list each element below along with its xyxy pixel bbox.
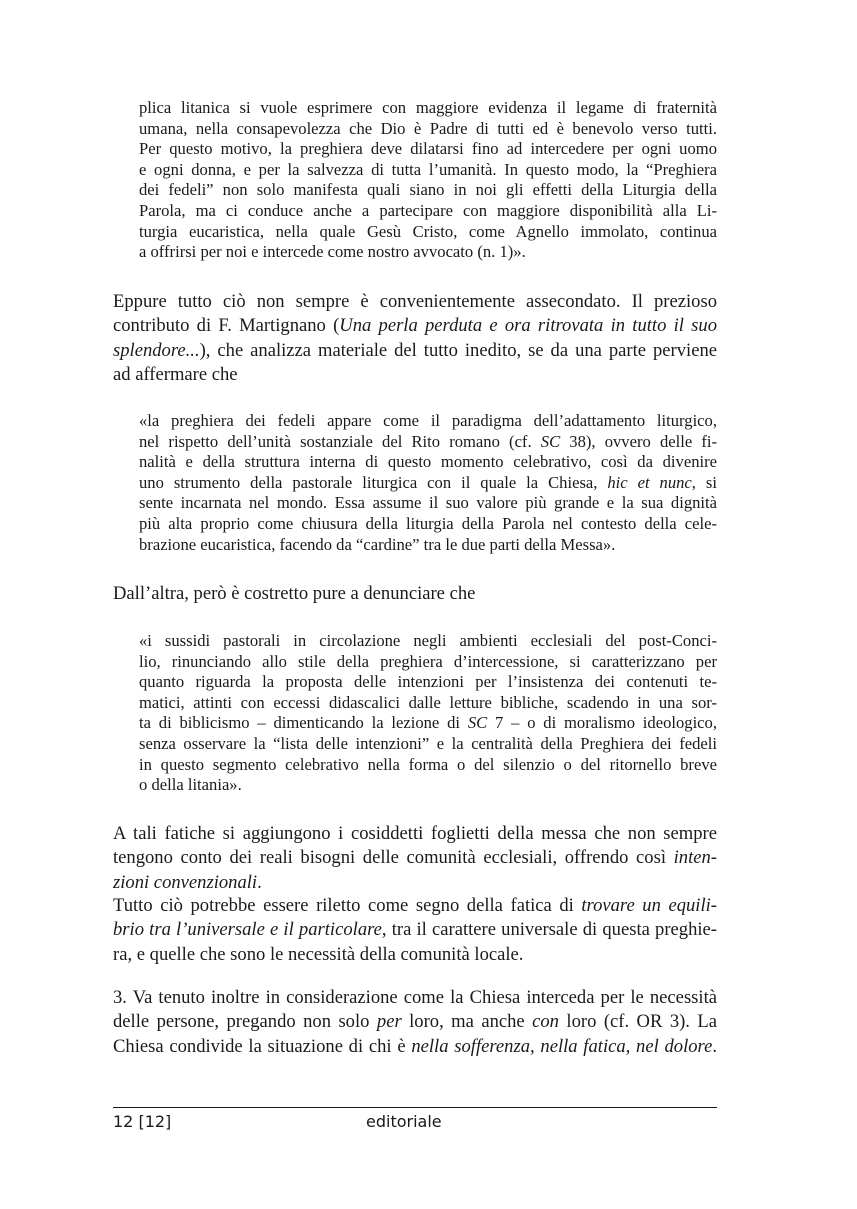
text-line: in questo segmento celebrativo nella forma o del silenzio o del ritornello breve	[139, 754, 717, 774]
text-line: «i sussidi pastorali in circolazione negli ambienti ecclesiali del post-Conci-	[139, 631, 717, 650]
text-run: contributo di F. Martignano (	[113, 315, 340, 337]
running-footer: editoriale	[366, 1112, 442, 1131]
block-quote	[139, 411, 717, 555]
latin-phrase: hic et nunc	[607, 472, 692, 492]
abbreviation: SC	[467, 713, 488, 733]
text-line: plica litanica si vuole esprimere con maggiore evidenza il legame di fraternità	[139, 98, 717, 117]
paragraph	[113, 582, 717, 606]
abbreviation: SC	[540, 431, 561, 451]
text-run: loro (cf. OR 3). La	[558, 1011, 718, 1033]
emphasis: trovare un equili-	[581, 895, 717, 916]
text-run: tengono conto dei reali bisogni delle comunità ecclesiali, offrendo così	[113, 847, 674, 869]
text-line: a offrirsi per noi e intercede come nostro avvocato (n. 1)».	[139, 242, 526, 262]
block-quote	[139, 98, 717, 263]
text-run: Chiesa condivide la situazione di chi è	[113, 1035, 412, 1057]
text-line: A tali fatiche si aggiungono i cosiddetti foglietti della messa che non sempre	[113, 823, 717, 844]
text-line	[113, 314, 717, 338]
text-line	[113, 1035, 717, 1059]
text-line: o della litania».	[139, 775, 242, 795]
text-line: quanto riguarda la proposta delle intenzioni per l’insistenza dei contenuti te-	[139, 672, 717, 692]
block-quote	[139, 631, 717, 796]
text-run: , tra il carattere universale di questa preghie-	[381, 919, 717, 941]
text-line	[113, 1010, 717, 1034]
text-line	[139, 432, 717, 453]
text-run: ), che analizza materiale del tutto inedito, se da una parte perviene	[199, 339, 717, 361]
text-line	[139, 713, 717, 734]
text-line: e ogni donna, e per la salvezza di tutta l’umanità. In questo modo, la “Preghiera	[139, 159, 717, 179]
text-line: Parola, ma ci conduce anche a partecipare con maggiore disponibilità alla Li-	[139, 200, 717, 220]
text-run: Tutto ciò potrebbe essere riletto come segno della fatica di	[113, 895, 582, 916]
emphasis: brio tra l’universale e il particolare	[113, 919, 382, 941]
text-line: nalità e della struttura interna di questo momento celebrativo, così da divenire	[139, 452, 717, 472]
text-line: matici, attinti con eccessi didascalici dalle letture bibliche, scadendo in una sor-	[139, 692, 717, 712]
emphasis: inten-	[673, 847, 717, 869]
text-line: Dall’altra, però è costretto pure a denunciare che	[113, 583, 476, 604]
text-line: Per questo motivo, la preghiera deve dilatarsi fino ad intercedere per ogni uomo	[139, 139, 717, 159]
text-line: «la preghiera dei fedeli appare come il paradigma dell’adattamento liturgico,	[139, 411, 717, 430]
text-line: dei fedeli” non solo manifesta quali siano in noi gli effetti della Liturgia della	[139, 180, 717, 200]
book-title: Una perla perduta e ora ritrovata in tutto il suo	[339, 315, 717, 337]
text-line	[113, 894, 717, 918]
emphasis: zioni convenzionali	[113, 871, 258, 893]
emphasis: nella sofferenza, nella fatica, nel dolore	[411, 1035, 713, 1057]
text-line: 3. Va tenuto inoltre in considerazione come la Chiesa interceda per le necessità	[113, 987, 717, 1008]
emphasis: per	[376, 1011, 402, 1033]
emphasis: con	[532, 1011, 559, 1033]
paragraph	[113, 894, 717, 967]
text-line: Eppure tutto ciò non sempre è convenientemente assecondato. Il prezioso	[113, 291, 717, 312]
text-run: 38), ovvero delle fi-	[560, 431, 718, 451]
text-line: più alta proprio come chiusura della liturgia della Parola nel contesto della cele-	[139, 513, 717, 533]
text-run: , si	[691, 472, 717, 492]
text-line	[113, 339, 717, 363]
text-run: ta di biblicismo – dimenticando la lezione di	[139, 713, 468, 733]
text-run: nel rispetto dell’unità sostanziale del Rito romano (cf.	[139, 431, 541, 451]
text-run: delle persone, pregando non solo	[113, 1011, 377, 1033]
text-line: ad affermare che	[113, 363, 238, 385]
text-line: ra, e quelle che sono le necessità della comunità locale.	[113, 943, 524, 965]
text-line: lio, rinunciando allo stile della preghiera d’intercessione, si caratterizzano per	[139, 651, 717, 671]
text-line	[113, 871, 717, 895]
text-line: brazione eucaristica, facendo da “cardine” tra le due parti della Messa».	[139, 534, 616, 554]
paragraph	[113, 290, 717, 387]
text-line	[139, 473, 717, 494]
text-line: sente incarnata nel mondo. Essa assume il suo valore più grande e la sua dignità	[139, 493, 717, 513]
text-run: .	[712, 1035, 718, 1057]
text-run: .	[257, 871, 262, 893]
text-line	[113, 918, 717, 942]
text-line: umana, nella consapevolezza che Dio è Padre di tutti ed è benevolo verso tutti.	[139, 118, 717, 138]
text-line: turgia eucaristica, nella quale Gesù Cristo, come Agnello immolato, continua	[139, 221, 717, 241]
text-line: senza osservare la “lista delle intenzioni” e la centralità della Preghiera dei fedeli	[139, 733, 717, 753]
text-line	[113, 846, 717, 870]
footer-rule	[113, 1107, 717, 1108]
page-number: 12 [12]	[113, 1112, 172, 1131]
book-title: splendore...	[113, 339, 200, 361]
paragraph	[113, 986, 717, 1059]
text-run: loro, ma anche	[401, 1011, 533, 1033]
text-run: 7 – o di moralismo ideologico,	[487, 713, 717, 733]
text-run: uno strumento della pastorale liturgica con il quale la Chiesa,	[139, 472, 608, 492]
paragraph	[113, 822, 717, 895]
